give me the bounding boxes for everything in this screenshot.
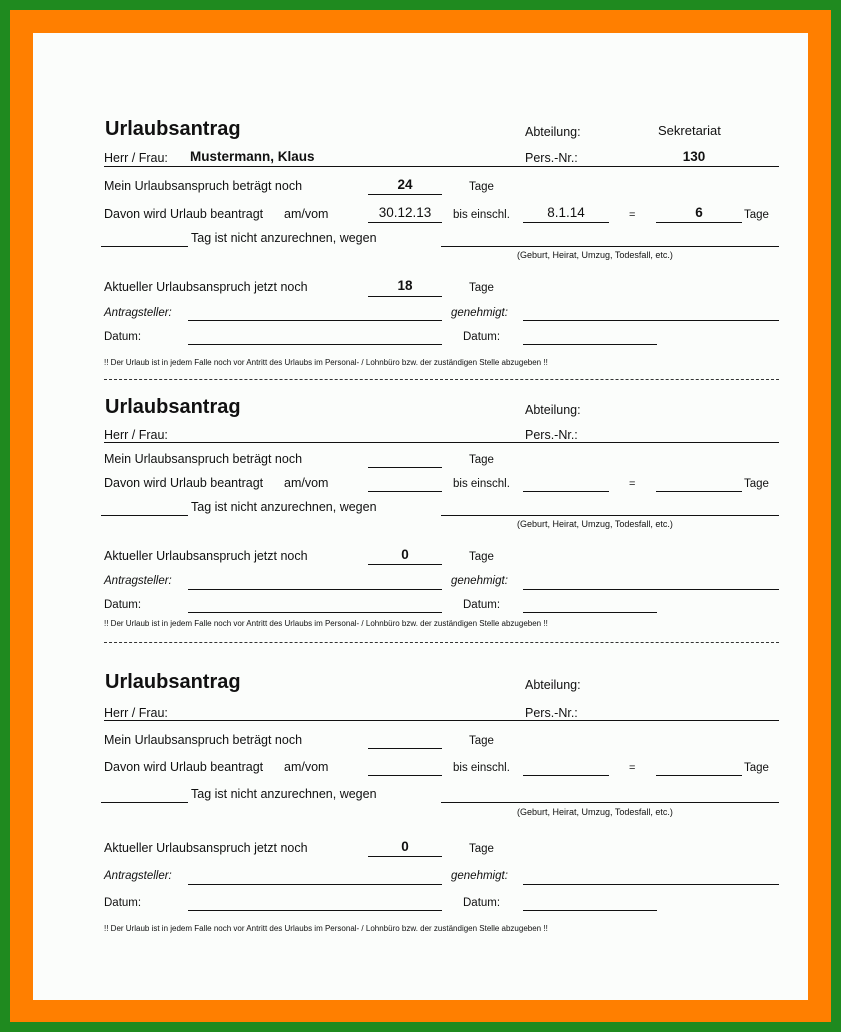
bis-label: bis einschl.	[453, 209, 510, 221]
form-title: Urlaubsantrag	[105, 671, 241, 693]
aktuell-value[interactable]: 0	[401, 547, 409, 562]
amvom-label: am/vom	[284, 760, 329, 774]
form-title: Urlaubsantrag	[105, 118, 241, 140]
name-value[interactable]: Mustermann, Klaus	[190, 149, 315, 164]
antragsteller-field-line[interactable]	[188, 589, 442, 590]
abteilung-value[interactable]: Sekretariat	[658, 123, 721, 138]
cut-line	[104, 642, 779, 643]
amvom-label: am/vom	[284, 207, 329, 221]
reason-field-line[interactable]	[441, 515, 779, 516]
header-rule	[104, 166, 779, 167]
bis-label: bis einschl.	[453, 478, 510, 490]
bis-field-line[interactable]	[523, 491, 609, 492]
equals-sign: =	[629, 762, 636, 774]
tage-label: Tage	[469, 843, 494, 855]
persnr-label: Pers.-Nr.:	[525, 151, 578, 165]
datum-label: Datum:	[104, 897, 142, 909]
herr-frau-label: Herr / Frau:	[104, 706, 168, 720]
antragsteller-field-line[interactable]	[188, 320, 442, 321]
datum-field-line[interactable]	[188, 910, 442, 911]
submission-note: !! Der Urlaub ist in jedem Falle noch vor Antritt des Urlaubs im Personal- / Lohnbüro bzw. der zuständigen Stelle abzugeben !!	[104, 619, 548, 628]
reason-field-line[interactable]	[441, 246, 779, 247]
nicht-label: Tag ist nicht anzurechnen, wegen	[191, 231, 377, 245]
datum-label: Datum:	[104, 599, 142, 611]
persnr-label: Pers.-Nr.:	[525, 428, 578, 442]
submission-note: !! Der Urlaub ist in jedem Falle noch vor Antritt des Urlaubs im Personal- / Lohnbüro bzw. der zuständigen Stelle abzugeben !!	[104, 924, 548, 933]
reason-hint: (Geburt, Heirat, Umzug, Todesfall, etc.)	[517, 519, 673, 529]
aktuell-field-line	[368, 296, 442, 297]
genehmigt-field-line[interactable]	[523, 884, 779, 885]
antragsteller-label: Antragsteller:	[104, 307, 172, 319]
aktuell-label: Aktueller Urlaubsanspruch jetzt noch	[104, 280, 308, 294]
nicht-days-field-line[interactable]	[101, 515, 188, 516]
datum-label: Datum:	[463, 331, 501, 343]
tage-label: Tage	[744, 209, 769, 221]
herr-frau-label: Herr / Frau:	[104, 428, 168, 442]
days-field-line	[656, 222, 742, 223]
abteilung-label: Abteilung:	[525, 678, 581, 692]
nicht-days-field-line[interactable]	[101, 246, 188, 247]
bis-field-line[interactable]	[523, 775, 609, 776]
nicht-label: Tag ist nicht anzurechnen, wegen	[191, 500, 377, 514]
persnr-label: Pers.-Nr.:	[525, 706, 578, 720]
datum-field-line[interactable]	[188, 344, 442, 345]
datum-label: Datum:	[463, 599, 501, 611]
reason-field-line[interactable]	[441, 802, 779, 803]
genehmigt-label: genehmigt:	[451, 575, 508, 587]
datum-field-line[interactable]	[523, 612, 657, 613]
abteilung-label: Abteilung:	[525, 403, 581, 417]
equals-sign: =	[629, 209, 636, 221]
genehmigt-field-line[interactable]	[523, 589, 779, 590]
genehmigt-field-line[interactable]	[523, 320, 779, 321]
tage-label: Tage	[469, 735, 494, 747]
aktuell-label: Aktueller Urlaubsanspruch jetzt noch	[104, 549, 308, 563]
herr-frau-label: Herr / Frau:	[104, 151, 168, 165]
aktuell-field-line	[368, 564, 442, 565]
antragsteller-field-line[interactable]	[188, 884, 442, 885]
datum-field-line[interactable]	[523, 344, 657, 345]
bis-value[interactable]: 8.1.14	[547, 205, 585, 220]
tage-label: Tage	[469, 454, 494, 466]
anspruch-label: Mein Urlaubsanspruch beträgt noch	[104, 179, 303, 193]
days-value[interactable]: 6	[695, 205, 703, 220]
aktuell-field-line	[368, 856, 442, 857]
tage-label: Tage	[469, 181, 494, 193]
equals-sign: =	[629, 478, 636, 490]
aktuell-value[interactable]: 0	[401, 839, 409, 854]
beantragt-label: Davon wird Urlaub beantragt	[104, 760, 264, 774]
aktuell-label: Aktueller Urlaubsanspruch jetzt noch	[104, 841, 308, 855]
cut-line	[104, 379, 779, 380]
antragsteller-label: Antragsteller:	[104, 870, 172, 882]
amvom-label: am/vom	[284, 476, 329, 490]
tage-label: Tage	[469, 282, 494, 294]
genehmigt-label: genehmigt:	[451, 870, 508, 882]
beantragt-label: Davon wird Urlaub beantragt	[104, 207, 264, 221]
genehmigt-label: genehmigt:	[451, 307, 508, 319]
bis-field-line	[523, 222, 609, 223]
persnr-value[interactable]: 130	[682, 149, 706, 164]
tage-label: Tage	[469, 551, 494, 563]
anspruch-field-line[interactable]	[368, 748, 442, 749]
datum-field-line[interactable]	[188, 612, 442, 613]
tage-label: Tage	[744, 762, 769, 774]
antragsteller-label: Antragsteller:	[104, 575, 172, 587]
amvom-field-line	[368, 222, 442, 223]
datum-field-line[interactable]	[523, 910, 657, 911]
header-rule	[104, 720, 779, 721]
reason-hint: (Geburt, Heirat, Umzug, Todesfall, etc.)	[517, 250, 673, 260]
submission-note: !! Der Urlaub ist in jedem Falle noch vor Antritt des Urlaubs im Personal- / Lohnbüro bzw. der zuständigen Stelle abzugeben !!	[104, 358, 548, 367]
header-rule	[104, 442, 779, 443]
anspruch-label: Mein Urlaubsanspruch beträgt noch	[104, 733, 303, 747]
days-field-line[interactable]	[656, 775, 742, 776]
tage-label: Tage	[744, 478, 769, 490]
days-field-line[interactable]	[656, 491, 742, 492]
amvom-field-line[interactable]	[368, 491, 442, 492]
nicht-label: Tag ist nicht anzurechnen, wegen	[191, 787, 377, 801]
anspruch-field-line[interactable]	[368, 467, 442, 468]
amvom-value[interactable]: 30.12.13	[378, 205, 432, 220]
bis-label: bis einschl.	[453, 762, 510, 774]
aktuell-value[interactable]: 18	[397, 278, 413, 293]
anspruch-field-line	[368, 194, 442, 195]
form-title: Urlaubsantrag	[105, 396, 241, 418]
datum-label: Datum:	[104, 331, 142, 343]
anspruch-label: Mein Urlaubsanspruch beträgt noch	[104, 452, 303, 466]
abteilung-label: Abteilung:	[525, 125, 581, 139]
nicht-days-field-line[interactable]	[101, 802, 188, 803]
amvom-field-line[interactable]	[368, 775, 442, 776]
datum-label: Datum:	[463, 897, 501, 909]
anspruch-value[interactable]: 24	[397, 177, 413, 192]
reason-hint: (Geburt, Heirat, Umzug, Todesfall, etc.)	[517, 807, 673, 817]
beantragt-label: Davon wird Urlaub beantragt	[104, 476, 264, 490]
